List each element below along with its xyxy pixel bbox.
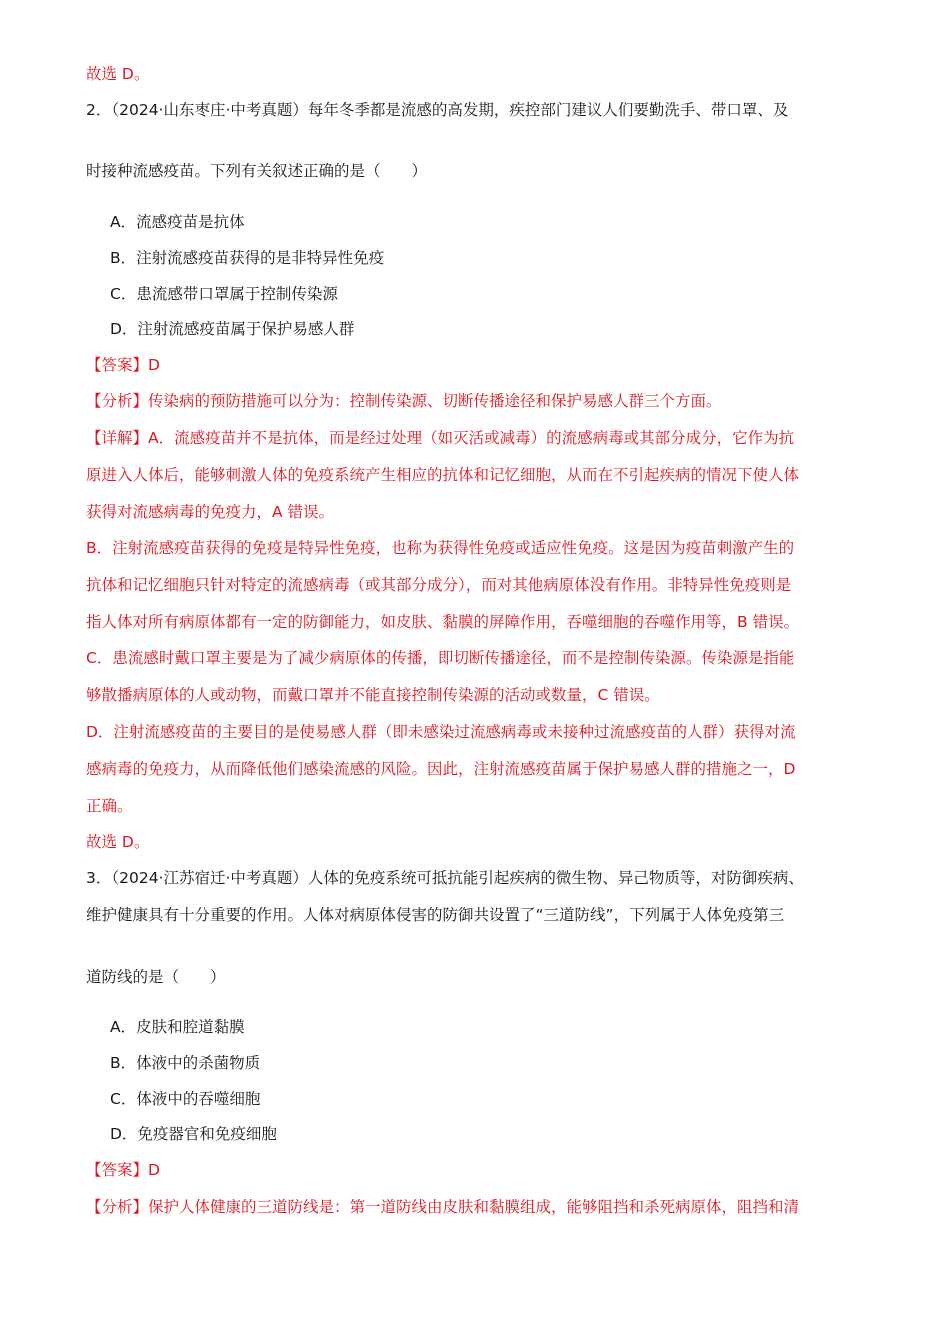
q3-stem-line-2: 维护健康具有十分重要的作用。人体对病原体侵害的防御共设置了“三道防线”，下列属于人体免疫第三 [86, 906, 785, 924]
q2-conclusion: 故选 D。 [86, 833, 150, 851]
q2-option-a: A．流感疫苗是抗体 [110, 213, 245, 231]
q2-stem-line-2: 时接种流感疫苗。下列有关叙述正确的是（ ） [86, 162, 428, 180]
q3-analysis: 【分析】保护人体健康的三道防线是：第一道防线由皮肤和黏膜组成，能够阻挡和杀死病原体，阻挡和清 [86, 1198, 800, 1216]
q2-option-c: C．患流感带口罩属于控制传染源 [110, 285, 338, 303]
q3-stem-line-3: 道防线的是（ ） [86, 968, 226, 986]
q2-analysis: 【分析】传染病的预防措施可以分为：控制传染源、切断传播途径和保护易感人群三个方面。 [86, 392, 722, 410]
q2-option-b: B．注射流感疫苗获得的是非特异性免疫 [110, 249, 385, 267]
q3-answer: 【答案】D [86, 1161, 160, 1179]
q3-option-d: D．免疫器官和免疫细胞 [110, 1125, 277, 1143]
q2-detail-line: 获得对流感病毒的免疫力，A 错误。 [86, 503, 335, 521]
q3-option-a: A．皮肤和腔道黏膜 [110, 1018, 245, 1036]
q2-detail-line: C．患流感时戴口罩主要是为了减少病原体的传播，即切断传播途径，而不是控制传染源。传染源是指能 [86, 649, 795, 667]
q2-stem-line-1: 2．（2024·山东枣庄·中考真题）每年冬季都是流感的高发期，疾控部门建议人们要勤洗手、带口罩、及 [86, 101, 789, 119]
q3-stem-line-1: 3．（2024·江苏宿迁·中考真题）人体的免疫系统可抵抗能引起疾病的微生物、异己物质等，对防御疾病、 [86, 869, 804, 887]
q2-detail-line: 正确。 [86, 797, 133, 815]
q2-detail-line: D．注射流感疫苗的主要目的是使易感人群（即未感染过流感病毒或未接种过流感疫苗的人群）获得对流 [86, 723, 796, 741]
q2-detail-line: 【详解】A．流感疫苗并不是抗体，而是经过处理（如灭活或减毒）的流感病毒或其部分成分，它作为抗 [86, 429, 795, 447]
q3-option-b: B．体液中的杀菌物质 [110, 1054, 261, 1072]
q1-conclusion: 故选 D。 [86, 65, 150, 83]
q2-detail-line: B．注射流感疫苗获得的免疫是特异性免疫，也称为获得性免疫或适应性免疫。这是因为疫苗刺激产生的 [86, 539, 795, 557]
q2-detail-line: 感病毒的免疫力，从而降低他们感染流感的风险。因此，注射流感疫苗属于保护易感人群的措施之一，D [86, 760, 796, 778]
q3-option-c: C．体液中的吞噬细胞 [110, 1090, 261, 1108]
q2-answer: 【答案】D [86, 356, 160, 374]
q2-detail-line: 原进入人体后，能够刺激人体的免疫系统产生相应的抗体和记忆细胞，从而在不引起疾病的情况下使人体 [86, 466, 800, 484]
q2-detail-line: 抗体和记忆细胞只针对特定的流感病毒（或其部分成分），而对其他病原体没有作用。非特异性免疫则是 [86, 576, 792, 594]
q2-detail-line: 指人体对所有病原体都有一定的防御能力，如皮肤、黏膜的屏障作用，吞噬细胞的吞噬作用等，B 错误。 [86, 613, 800, 631]
q2-option-d: D．注射流感疫苗属于保护易感人群 [110, 320, 355, 338]
q2-detail-line: 够散播病原体的人或动物，而戴口罩并不能直接控制传染源的活动或数量，C 错误。 [86, 686, 660, 704]
